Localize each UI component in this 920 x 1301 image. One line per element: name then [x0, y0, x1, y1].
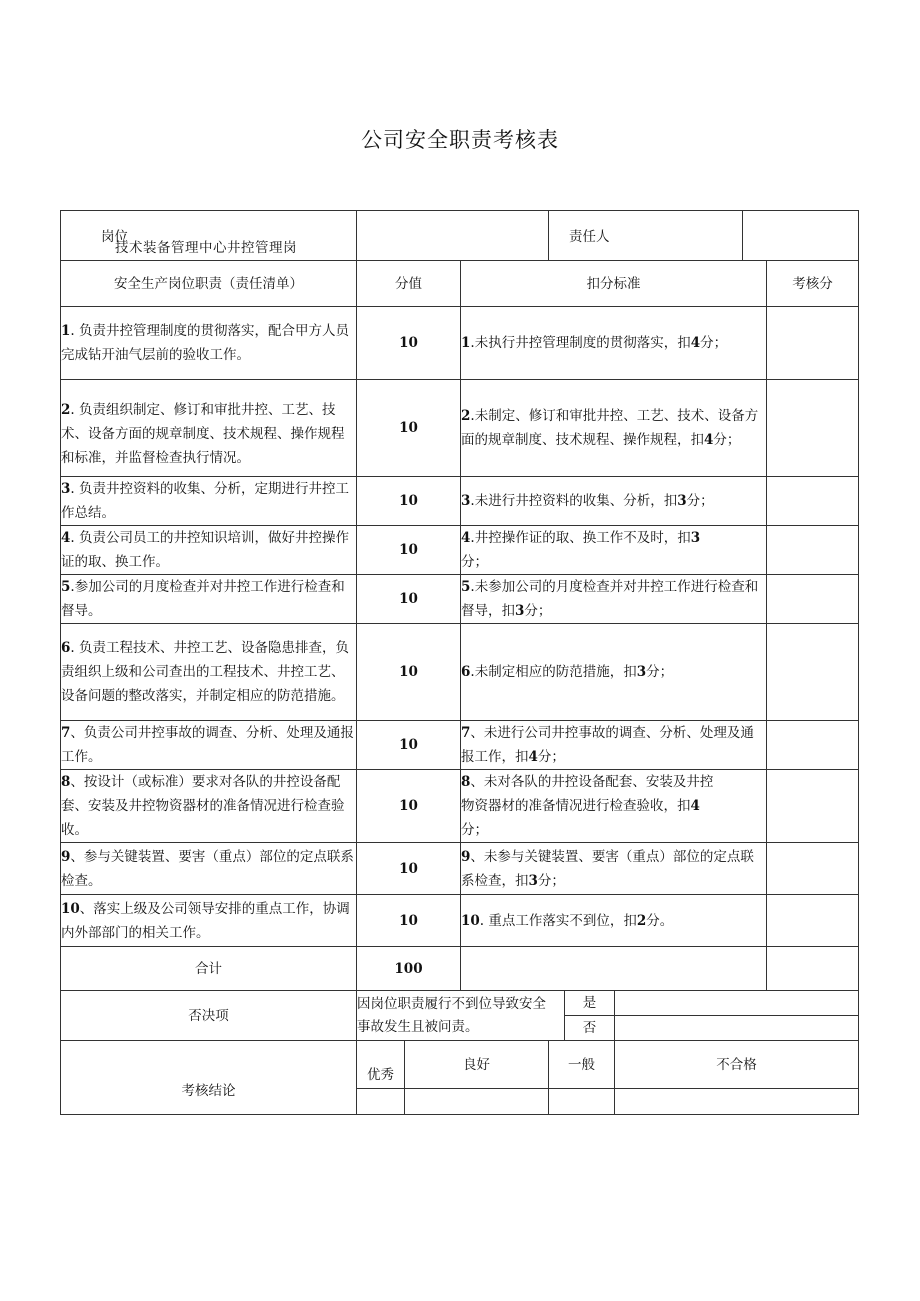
score-value: 10	[357, 380, 461, 477]
duty-text: 9、参与关键装置、要害（重点）部位的定点联系检查。	[61, 843, 357, 895]
grade-excellent: 优秀	[357, 1041, 405, 1089]
duty-text: 7、负责公司井控事故的调查、分析、处理及通报工作。	[61, 721, 357, 770]
duty-row	[61, 307, 859, 380]
criteria-text: 5.未参加公司的月度检查并对井控工作进行检查和督导，扣3分；	[461, 575, 767, 624]
criteria-text: 9、未参与关键装置、要害（重点）部位的定点联系检查，扣3分；	[461, 843, 767, 895]
veto-yes-label: 是	[565, 991, 615, 1016]
veto-no-label: 否	[565, 1016, 615, 1041]
duty-row	[61, 624, 859, 721]
total-criteria-cell	[461, 947, 767, 991]
criteria-text: 7、未进行公司井控事故的调查、分析、处理及通报工作，扣4分；	[461, 721, 767, 770]
duty-row	[61, 380, 859, 477]
col-score-header: 分值	[357, 261, 461, 307]
duty-text: 8、按设计（或标准）要求对各队的井控设备配套、安装及井控物资器材的准备情况进行检查验收。	[61, 770, 357, 843]
page-title: 公司安全职责考核表	[361, 128, 559, 152]
grade-fail-check[interactable]	[615, 1089, 859, 1115]
col-criteria-header: 扣分标准	[461, 261, 767, 307]
conclusion-label: 考核结论	[61, 1041, 357, 1115]
duty-row	[61, 721, 859, 770]
score-value: 10	[357, 770, 461, 843]
score-value: 10	[357, 477, 461, 526]
criteria-text: 10. 重点工作落实不到位，扣2分。	[461, 895, 767, 947]
duty-row	[61, 575, 859, 624]
score-value: 10	[357, 843, 461, 895]
criteria-text: 4.井控操作证的取、换工作不及时，扣3分；	[461, 526, 767, 575]
score-value: 10	[357, 575, 461, 624]
assessment-table	[60, 210, 859, 1115]
score-value: 10	[357, 624, 461, 721]
criteria-text: 2.未制定、修订和审批井控、工艺、技术、设备方面的规章制度、技术规程、操作规程，扣4分；	[461, 380, 767, 477]
assessed-score-cell[interactable]	[767, 624, 859, 721]
duty-row	[61, 843, 859, 895]
duty-row	[61, 526, 859, 575]
grade-good: 良好	[405, 1041, 549, 1089]
post-value: 技术装备管理中心井控管理岗	[115, 240, 297, 256]
duty-text: 4. 负责公司员工的井控知识培训，做好井控操作证的取、换工作。	[61, 526, 357, 575]
duty-row	[61, 770, 859, 843]
person-label: 责任人	[569, 229, 610, 245]
assessed-score-cell[interactable]	[767, 477, 859, 526]
grade-average-check[interactable]	[549, 1089, 615, 1115]
assessed-score-cell[interactable]	[767, 307, 859, 380]
veto-label: 否决项	[61, 991, 357, 1041]
post-value-cell	[115, 211, 549, 261]
grade-good-check[interactable]	[405, 1089, 549, 1115]
assessed-score-cell[interactable]	[767, 575, 859, 624]
score-value: 10	[357, 895, 461, 947]
criteria-text: 6.未制定相应的防范措施，扣3分；	[461, 624, 767, 721]
score-value: 10	[357, 307, 461, 380]
total-assessed-cell[interactable]	[767, 947, 859, 991]
col-duty-header: 安全生产岗位职责（责任清单）	[61, 261, 357, 307]
veto-text: 因岗位职责履行不到位导致安全事故发生且被问责。	[357, 991, 565, 1041]
col-assessed-header: 考核分	[767, 261, 859, 307]
grade-excellent-check[interactable]	[357, 1089, 405, 1115]
duty-text: 6. 负责工程技术、井控工艺、设备隐患排查，负责组织上级和公司查出的工程技术、井控工艺、设备问题的整改落实，并制定相应的防范措施。	[61, 624, 357, 721]
total-row	[61, 947, 859, 991]
header-row	[61, 211, 859, 261]
criteria-text: 8、未对各队的井控设备配套、安装及井控物资器材的准备情况进行检查验收，扣4分；	[461, 770, 767, 843]
total-score: 100	[357, 947, 461, 991]
criteria-text: 1.未执行井控管理制度的贯彻落实，扣4分；	[461, 307, 767, 380]
person-value-cell[interactable]	[743, 211, 859, 261]
duty-row	[61, 477, 859, 526]
column-header-row	[61, 261, 859, 307]
assessed-score-cell[interactable]	[767, 895, 859, 947]
veto-yes-cell[interactable]	[615, 991, 859, 1016]
duty-text: 3. 负责井控资料的收集、分析，定期进行井控工作总结。	[61, 477, 357, 526]
person-label-cell	[549, 211, 743, 261]
veto-row	[61, 991, 859, 1016]
assessed-score-cell[interactable]	[767, 843, 859, 895]
assessed-score-cell[interactable]	[767, 380, 859, 477]
duty-text: 1. 负责井控管理制度的贯彻落实，配合甲方人员完成钻开油气层前的验收工作。	[61, 307, 357, 380]
duty-text: 5.参加公司的月度检查并对井控工作进行检查和督导。	[61, 575, 357, 624]
score-value: 10	[357, 526, 461, 575]
duty-text: 2. 负责组织制定、修订和审批井控、工艺、技术、设备方面的规章制度、技术规程、操作规程和标准，并监督检查执行情况。	[61, 380, 357, 477]
criteria-text: 3.未进行井控资料的收集、分析，扣3分；	[461, 477, 767, 526]
assessed-score-cell[interactable]	[767, 721, 859, 770]
score-value: 10	[357, 721, 461, 770]
assessed-score-cell[interactable]	[767, 770, 859, 843]
total-label: 合计	[61, 947, 357, 991]
assessed-score-cell[interactable]	[767, 526, 859, 575]
conclusion-row	[61, 1041, 859, 1089]
post-label: 岗位	[101, 229, 128, 245]
grade-fail: 不合格	[615, 1041, 859, 1089]
grade-average: 一般	[549, 1041, 615, 1089]
duty-text: 10、落实上级及公司领导安排的重点工作，协调内外部部门的相关工作。	[61, 895, 357, 947]
duty-row	[61, 895, 859, 947]
veto-no-cell[interactable]	[615, 1016, 859, 1041]
